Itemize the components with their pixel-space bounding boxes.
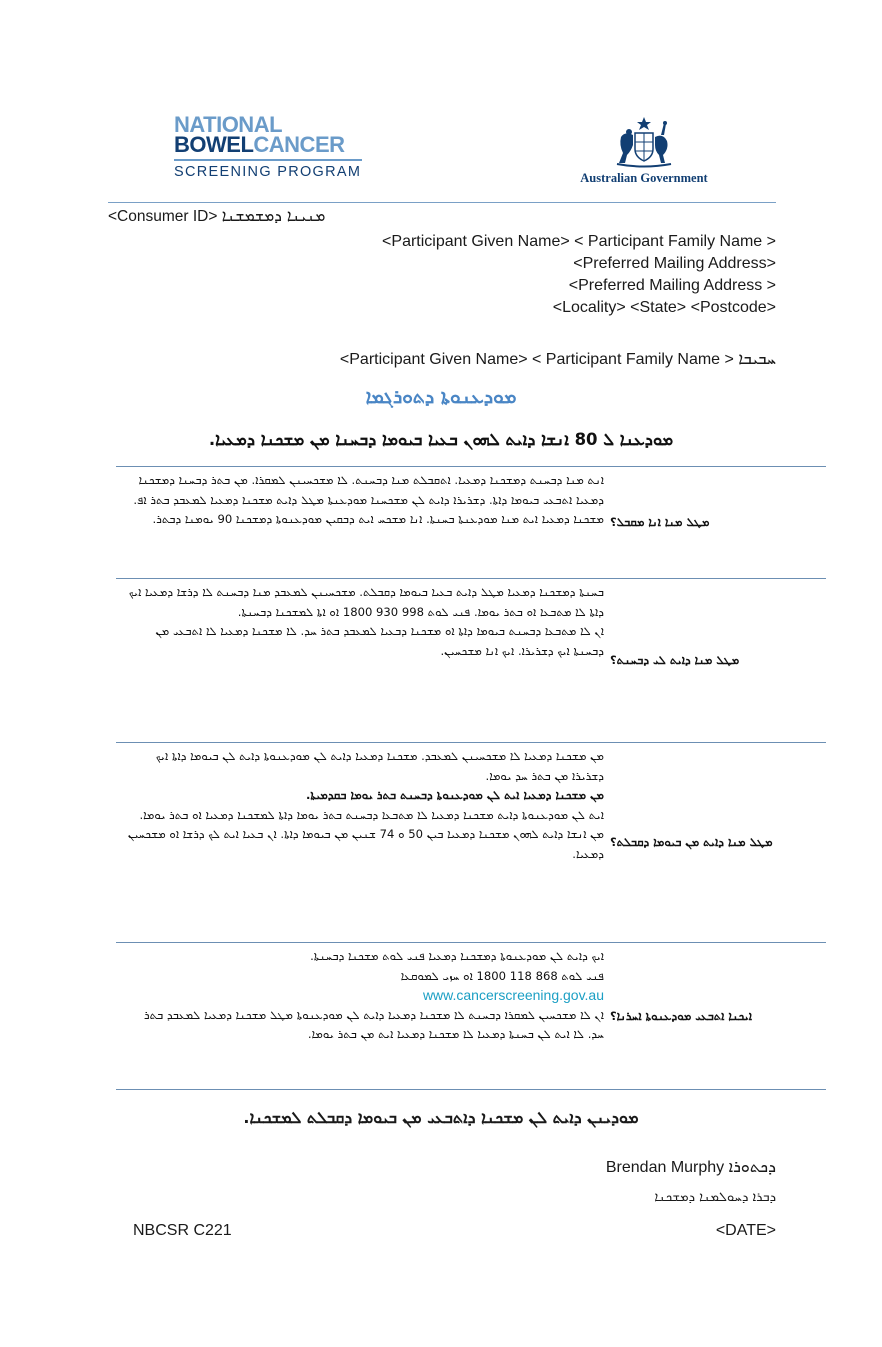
letter-title: ܡܘܕܥܢܘܬܐ ܕܬܘܪܓܡܐ bbox=[365, 386, 517, 408]
info-paragraph: ܐܢ ܠܐ ܡܬܒܥܐ ܕܒܚܢܬ ܒܝܘܡܐ ܕܐܬܐ ܐܘ ܡܫܟܢܐ ܕܒܥܝܐ ܠܡܥܒܕ ܒܬܪ ܚܕ. ܠܐ ܡܫܟܢܐ ܕܡܥܝܐ ܠܐ ܐܬܒܥܝ ܡܢ ܕܒܚܢܬܐ ܐܝܟ ܕܫܪܝܪܐ. ܐܝܟ ܐܢܐ ܡܫܟܚܝܢ. bbox=[155, 624, 604, 658]
info-row bbox=[116, 466, 826, 578]
address-block bbox=[382, 231, 776, 319]
salutation-name: <Participant Given Name> < Participant Family Name > bbox=[339, 351, 734, 368]
info-table bbox=[116, 466, 826, 1090]
info-row-body bbox=[116, 579, 610, 742]
coat-of-arms-icon bbox=[609, 115, 679, 169]
info-row-heading: ܡܛܠ ܡܢܐ ܐܢܐ ܡܩܒܠ؟ bbox=[610, 515, 710, 529]
address-line-mailing-1: <Preferred Mailing Address> bbox=[573, 255, 776, 272]
consumer-id-placeholder: <Consumer ID> bbox=[108, 208, 218, 225]
info-row-heading: ܡܛܠ ܡܢܐ ܕܐܝܬ ܠܝ ܕܒܚܢܬ؟ bbox=[610, 653, 740, 667]
info-paragraph: ܐܢ ܠܐ ܡܫܟܚܝܢ ܠܡܩܪܐ ܕܒܚܢܬ ܠܐ ܡܫܟܢܐ ܕܡܥܝܐ ܕܐܝܬ ܠܢ ܡܘܕܥܢܘܬܐ ܡܛܠ ܡܫܟܢܐ ܕܡܥܝܐ ܠܡܥܒܕ ܒܬܪ ܚܕ. ܠܐ ܐܝܬ ܠܢ ܒܚܢܬܐ ܕܡܥܝܐ ܠܐ ܡܫܟܢܐ ܕܡܥܝܐ ܐܝܬ ܡܢ ܒܬܪ ܝܘܡܐ. bbox=[143, 1007, 604, 1041]
info-row-heading: ܡܛܠ ܡܢܐ ܕܐܝܬ ܡܢ ܒܝܘܡܐ ܕܩܒܠܬ؟ bbox=[610, 835, 773, 849]
info-paragraph: ܐܝܟ ܕܐܝܬ ܠܢ ܡܘܕܥܢܘܬܐ ܕܡܫܟܢܐ ܕܡܥܝܐ ܦܢܝ ܠܘܬ ܡܫܟܢܐ ܕܒܚܢܬܐ. bbox=[310, 949, 604, 963]
info-phone: ܦܢܝ ܠܘܬ 868 118 1800 ܐܘ ܚܙܝ ܠܡܘܩܥܐ bbox=[400, 968, 604, 983]
info-row-body bbox=[116, 743, 610, 942]
logo-screening-program: SCREENING PROGRAM bbox=[174, 164, 362, 180]
info-paragraph: ܐܝܬ ܠܢ ܡܘܕܥܢܘܬܐ ܕܐܝܬ ܡܫܟܢܐ ܕܡܥܝܐ ܠܐ ܡܬܒܥܐ ܕܒܚܢܬ ܒܬܪ ܝܘܡܐ ܕܐܬܐ ܠܡܫܟܢܐ ܕܡܥܝܐ ܐܘ ܒܬܪ ܝܘܡܐ. bbox=[139, 807, 604, 822]
signature-role: ܕܒܪܐ ܕܚܘܠܡܢܐ ܕܡܫܟܢܐ bbox=[654, 1190, 776, 1205]
info-row-heading: ܐܝܟܢܐ ܐܬܒܥܝ ܡܘܕܥܢܘܬܐ ܐܚܪܢܐ؟ bbox=[610, 1008, 752, 1023]
closing-line: ܡܘܕܝܢܢ ܕܐܝܬ ܠܢ ܡܫܟܢܐ ܕܐܬܒܥܝ ܡܢ ܒܝܘܡܐ ܕܩܒܠܬ ܠܡܫܟܢܐ. bbox=[243, 1108, 639, 1127]
info-paragraph: ܡܢ ܡܫܟܢܐ ܕܡܥܝܐ ܠܐ ܡܫܟܚܝܢܢ ܠܡܥܒܕ. ܡܫܟܢܐ ܕܡܥܝܐ ܕܐܝܬ ܠܢ ܡܘܕܥܢܘܬܐ ܕܐܝܬ ܠܢ ܒܝܘܡܐ ܕܐܬܐ ܐܝܟ ܕܫܪܝܪܐ ܡܢ ܒܬܪ ܚܕ ܝܘܡܐ. bbox=[155, 749, 604, 783]
info-paragraph: ܐܢܬ ܡܢܐ ܕܒܚܢܬ ܕܡܫܟܢܐ ܕܡܥܝܐ. ܐܬܩܒܠܬ ܡܢܐ ܕܒܚܢܬ. ܠܐ ܡܫܟܚܝܢܢ ܠܡܩܪܐ. ܡܢ ܒܬܪ ܕܒܚܢܐ ܕܡܫܟܢܐ ܕܡܥܝܐ ܐܬܒܥܝ ܒܝܘܡܐ ܕܐܬܐ. ܕܫܪܝܪܐ ܕܐܝܬ ܠܢ ܡܫܟܚܢܐ ܡܘܕܥܢܬܐ ܡܛܠ ܕܐܝܬ ܡܫܟܢܐ ܕܡܥܝܐ ܠܡܥܒܕ ܒܬܪ ܐܦ. ܡܫܟܢܐ ܕܡܥܝܐ ܐܝܬ ܡܢܐ ܡܘܕܥܢܬܐ ܒܚܢܬܐ. ܐܢܐ ܡܫܟܚ ܐܝܬ ܕܒܩܝܢ ܡܘܕܥܢܘܬܐ ܕܡܫܟܢܐ 90 ܝܘܡܢܐ ܕܒܬܪ. bbox=[133, 473, 604, 526]
info-row-body bbox=[116, 943, 610, 1089]
letter-subtitle: ܡܘܕܥܢܐ ܠ 80 ܐܢܫܐ ܕܐܝܬ ܠܗܘܢ ܒܥܝܐ ܒܝܘܡܐ ܕܒܚܢܐ ܡܢ ܡܫܟܢܐ ܕܡܥܝܐ. bbox=[208, 430, 674, 449]
info-row bbox=[116, 578, 826, 742]
logo-national: NATIONAL bbox=[174, 112, 283, 137]
document-date: <DATE> bbox=[715, 1222, 776, 1239]
logo-bowelcancer bbox=[174, 132, 364, 157]
address-line-locality: <Locality> <State> <Postcode> bbox=[552, 299, 776, 316]
info-paragraph: ܒܚܢܬܐ ܕܡܫܟܢܐ ܕܡܥܝܐ ܡܛܠ ܕܐܝܬ ܒܥܝܐ ܒܝܘܡܐ ܕܩܒܠܬ. ܡܫܟܚܝܢܢ ܠܡܥܒܕ ܡܢܐ ܕܒܚܢܬ ܠܐ ܕܪܫܐ ܕܡܥܝܐ ܐܝܟ ܕܐܬܐ ܠܐ ܡܬܒܥܐ ܐܘ ܒܬܪ ܝܘܡܐ. ܦܢܝ ܠܘܬ 998 930 1800 ܐܘ ܐܬܐ ܠܡܫܟܢܐ ܕܒܚܢܬܐ. bbox=[128, 585, 604, 619]
signature-name bbox=[606, 1157, 776, 1177]
address-line-mailing-2: <Preferred Mailing Address > bbox=[568, 277, 776, 294]
info-paragraph: ܡܢ ܐܢܫܐ ܕܐܝܬ ܠܗܘܢ ܡܫܟܢܐ ܕܡܥܝܐ ܒܝܢ 50 ܘ 74 ܫܢܝܢ ܡܢ ܒܝܘܡܐ ܕܐܬܐ. ܐܢ ܒܥܝܐ ܐܝܬ ܠܟ ܕܪܫܐ ܐܘ ܡܫܟܚܝܢ ܕܡܥܝܐ. bbox=[127, 827, 604, 861]
salutation-greeting: ܚܒܝܒܐ bbox=[738, 349, 776, 368]
info-row bbox=[116, 942, 826, 1090]
header-divider bbox=[108, 202, 776, 203]
info-row-body bbox=[116, 467, 610, 578]
government-label: Australian Government bbox=[580, 171, 708, 185]
consumer-id-line bbox=[108, 207, 325, 226]
signature-title: ܕܟܬܘܪܐ bbox=[728, 1157, 776, 1176]
australian-government-logo bbox=[574, 115, 714, 186]
website-link[interactable]: www.cancerscreening.gov.au bbox=[422, 987, 604, 1003]
logo-rule bbox=[174, 159, 362, 161]
logo-bowel: BOWEL bbox=[174, 132, 254, 157]
document-code: NBCSR C221 bbox=[133, 1222, 232, 1239]
address-line-name: <Participant Given Name> < Participant Family Name > bbox=[382, 233, 776, 250]
info-paragraph-bold: ܡܢ ܡܫܟܢܐ ܕܡܥܝܐ ܐܝܬ ܠܢ ܡܘܕܥܢܘܬܐ ܕܒܚܢܬ ܒܬܪ ܝܘܡܐ ܒܩܕܡܝܬܐ. bbox=[306, 788, 604, 802]
ncsp-logo bbox=[174, 112, 364, 180]
consumer-id-label: ܡܢܝܢܐ ܕܡܫܡܫܢܐ bbox=[221, 207, 326, 225]
logo-cancer: CANCER bbox=[253, 132, 345, 157]
info-row bbox=[116, 742, 826, 942]
salutation bbox=[340, 349, 776, 369]
signature-person: Brendan Murphy bbox=[605, 1159, 725, 1176]
